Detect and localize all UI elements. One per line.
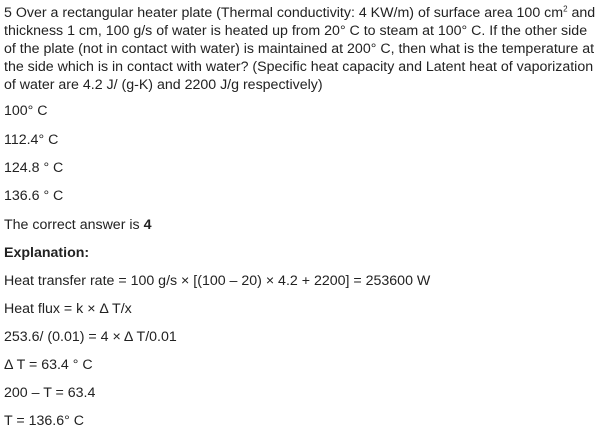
option-3: 124.8 ° C <box>4 160 64 176</box>
superscript-2: 2 <box>563 4 568 14</box>
option-2: 112.4° C <box>4 132 59 148</box>
question-part-1: 5 Over a rectangular heater plate (Thermal conductivity: 4 KW/m) of surface area 100 cm <box>4 5 564 21</box>
question-part-2: and thickness 1 cm, 100 g/s of water is heated up from 20° C to steam at 100° C. If the other side of the plate (not in contact with water) is maintained at 200° C, then what is the temperature at the side which is in contact with water? (Specific heat capacity and Latent heat of vaporization of water are 4.2 J/ (g-K) and 2200 J/g respectively) <box>4 5 596 93</box>
explanation-line-6: T = 136.6° C <box>4 413 84 429</box>
explanation-line-2: Heat flux = k × Δ T/x <box>4 301 132 317</box>
correct-answer-value: 4 <box>143 217 152 233</box>
explanation-heading: Explanation: <box>4 245 90 261</box>
question-text <box>4 4 602 94</box>
explanation-line-1: Heat transfer rate = 100 g/s × [(100 – 20) × 4.2 + 2200] = 253600 W <box>4 273 431 289</box>
explanation-line-3: 253.6/ (0.01) = 4 × Δ T/0.01 <box>4 329 177 345</box>
correct-answer <box>4 216 151 234</box>
option-4: 136.6 ° C <box>4 188 64 204</box>
option-1: 100° C <box>4 103 48 119</box>
correct-answer-prefix: The correct answer is <box>4 217 144 233</box>
explanation-line-5: 200 – T = 63.4 <box>4 385 96 401</box>
explanation-line-4: Δ T = 63.4 ° C <box>4 357 93 373</box>
